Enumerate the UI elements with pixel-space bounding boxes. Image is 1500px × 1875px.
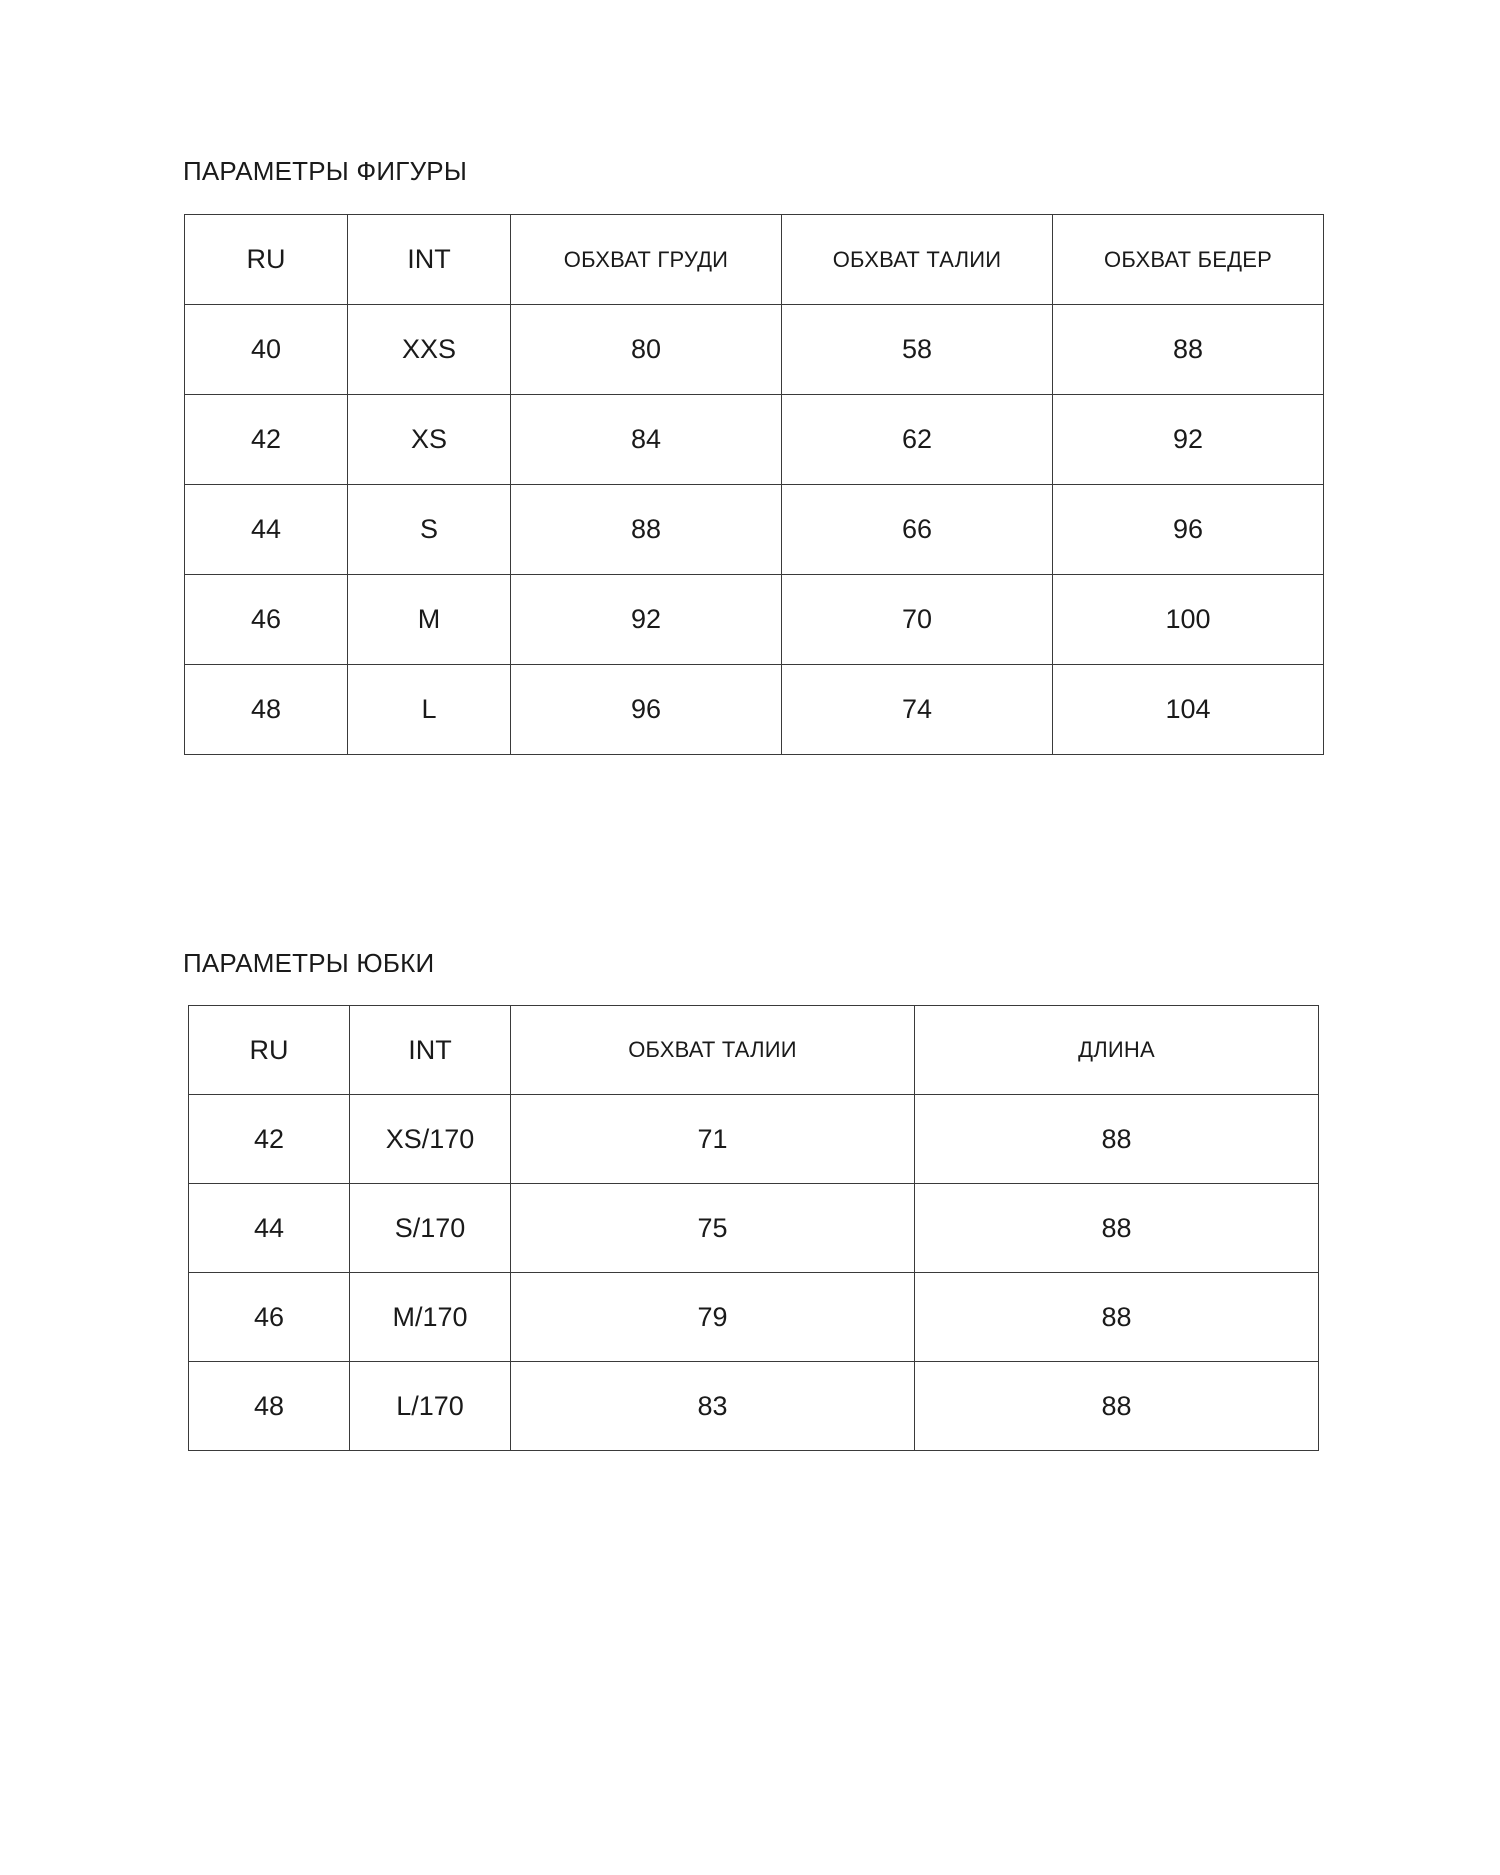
cell-ru: 48	[185, 665, 348, 755]
cell-int: S	[348, 485, 511, 575]
cell-ru: 44	[189, 1184, 350, 1273]
table-row	[185, 395, 1324, 485]
table-row	[189, 1095, 1319, 1184]
cell-waist: 79	[511, 1273, 915, 1362]
cell-hips: 92	[1053, 395, 1324, 485]
cell-chest: 84	[511, 395, 782, 485]
cell-hips: 96	[1053, 485, 1324, 575]
cell-waist: 75	[511, 1184, 915, 1273]
cell-length: 88	[915, 1362, 1319, 1451]
cell-ru: 48	[189, 1362, 350, 1451]
cell-int: XXS	[348, 305, 511, 395]
header-waist: ОБХВАТ ТАЛИИ	[511, 1006, 915, 1095]
skirt-size-table	[188, 1005, 1319, 1451]
cell-int: L	[348, 665, 511, 755]
cell-int: S/170	[350, 1184, 511, 1273]
cell-ru: 46	[189, 1273, 350, 1362]
table-row	[185, 485, 1324, 575]
cell-length: 88	[915, 1095, 1319, 1184]
cell-ru: 42	[185, 395, 348, 485]
table-header-row	[189, 1006, 1319, 1095]
table-row	[189, 1362, 1319, 1451]
cell-chest: 80	[511, 305, 782, 395]
cell-waist: 71	[511, 1095, 915, 1184]
cell-chest: 88	[511, 485, 782, 575]
cell-ru: 44	[185, 485, 348, 575]
cell-waist: 74	[782, 665, 1053, 755]
cell-waist: 70	[782, 575, 1053, 665]
table-row	[185, 575, 1324, 665]
cell-length: 88	[915, 1184, 1319, 1273]
figure-section-title: ПАРАМЕТРЫ ФИГУРЫ	[183, 156, 468, 186]
cell-waist: 66	[782, 485, 1053, 575]
cell-int: XS	[348, 395, 511, 485]
table-header-row	[185, 215, 1324, 305]
cell-ru: 40	[185, 305, 348, 395]
header-int: INT	[350, 1006, 511, 1095]
cell-hips: 104	[1053, 665, 1324, 755]
header-ru: RU	[189, 1006, 350, 1095]
cell-int: M	[348, 575, 511, 665]
cell-int: M/170	[350, 1273, 511, 1362]
table-row	[189, 1273, 1319, 1362]
header-waist: ОБХВАТ ТАЛИИ	[782, 215, 1053, 305]
cell-chest: 96	[511, 665, 782, 755]
header-chest: ОБХВАТ ГРУДИ	[511, 215, 782, 305]
cell-waist: 83	[511, 1362, 915, 1451]
skirt-section-title: ПАРАМЕТРЫ ЮБКИ	[183, 948, 435, 978]
header-ru: RU	[185, 215, 348, 305]
cell-ru: 46	[185, 575, 348, 665]
cell-waist: 58	[782, 305, 1053, 395]
header-hips: ОБХВАТ БЕДЕР	[1053, 215, 1324, 305]
cell-length: 88	[915, 1273, 1319, 1362]
cell-chest: 92	[511, 575, 782, 665]
cell-hips: 88	[1053, 305, 1324, 395]
header-length: ДЛИНА	[915, 1006, 1319, 1095]
figure-size-table	[184, 214, 1324, 755]
table-row	[189, 1184, 1319, 1273]
header-int: INT	[348, 215, 511, 305]
table-row	[185, 305, 1324, 395]
cell-waist: 62	[782, 395, 1053, 485]
cell-int: L/170	[350, 1362, 511, 1451]
cell-hips: 100	[1053, 575, 1324, 665]
cell-ru: 42	[189, 1095, 350, 1184]
table-row	[185, 665, 1324, 755]
cell-int: XS/170	[350, 1095, 511, 1184]
